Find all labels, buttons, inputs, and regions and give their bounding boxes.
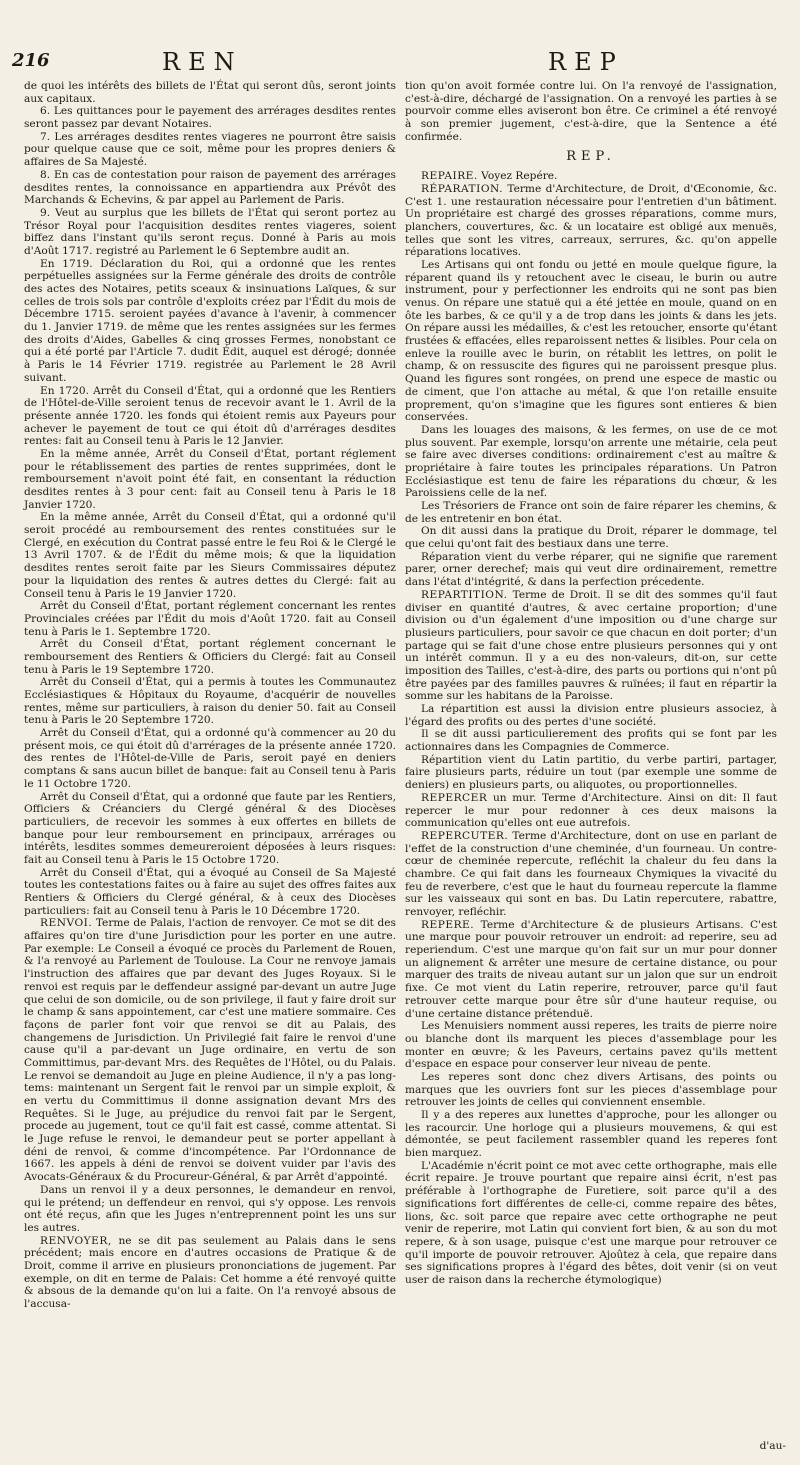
paragraph [24, 727, 396, 790]
entry-term: REPERCUTER. [421, 829, 509, 842]
right-column-entries [405, 170, 777, 1287]
paragraph [24, 207, 396, 258]
paragraph-text: 7. Les arrérages desdites rentes viageres ne pourront être saisis pour quelque cause que ce soit, même pour les propres deniers & affaires de Sa Majesté. [24, 130, 396, 169]
paragraph [405, 754, 777, 792]
paragraph [24, 638, 396, 676]
paragraph [24, 258, 396, 385]
paragraph [405, 525, 777, 550]
entry-term: REPERCER [421, 791, 488, 804]
paragraph [24, 917, 396, 1183]
paragraph [405, 183, 777, 259]
entry-term: REPAIRE. [421, 170, 478, 183]
catchword: d'au- [759, 1440, 786, 1452]
page-number: 216 [12, 50, 50, 71]
paragraph [405, 1160, 777, 1287]
paragraph-text: Il se dit aussi particulierement des profits qui se font par les actionnaires dans les Compagnies de Commerce. [405, 728, 777, 754]
paragraph-text: Les Menuisiers nomment aussi reperes, les traits de pierre noire ou blanche dont ils marquent les pieces d'assemblage pour les monter en œuvre; & les Paveurs, certains pavez qu'ils mettent d'espace en espace pour conserver leur niveau de pente. [405, 1020, 777, 1071]
paragraph-text: Terme de Droit. Il se dit des sommes qu'il faut diviser en quantité d'autres, & avec certaine proportion; d'une division ou d'un également d'une imposition ou d'une charge sur plusieurs particuliers, pour savoir ce que chacun en doit porter; d'un partage qui se fait d'une chose entre plusieurs personnes qui y ont un intérêt commun. Il y a eu des non-valeurs, dit-on, sur cette imposition des Tailles, c'est-à-dire, des parts ou portions qui n'ont pû être payées par des familles pauvres & ruïnées; il faut en répartir la somme sur les habitans de la Paroisse. [405, 588, 777, 703]
paragraph [405, 1071, 777, 1109]
paragraph-text: Réparation vient du verbe réparer, qui ne signifie que rarement parer, orner derechef; mais qui veut dire ordinairement, remettre dans l'état d'intégrité, & dans la perfection précedente. [405, 550, 777, 589]
left-running-head: REN [162, 48, 243, 76]
paragraph-text: tion qu'on avoit formée contre lui. On l'a renvoyé de l'assignation, c'est-à-dire, déchargé de l'assignation. On a renvoyé les parties à se pourvoir comme elles aviseront bon être. Ce criminel a été renvoyé à son premier jugement, c'est-à-dire, que la Sentence a été confirmée. [405, 80, 777, 143]
paragraph-text: 9. Veut au surplus que les billets de l'État qui seront portez au Trésor Royal pour l'acquisition desdites rentes viageres, soient biffez dans l'instant qu'ils seront reçus. Donné à Paris au mois d'Août 1717. registré au Parlement le 6 Septembre audit an. [24, 206, 396, 257]
paragraph-text: Il y a des reperes aux lunettes d'approche, pour les allonger ou les racourcir. Une horloge qui a plusieurs mouvemens, & qui est démontée, se peut facilement rassembler quand les reperes font bien marquez. [405, 1109, 777, 1160]
entry-term: RENVOYER, [40, 1234, 112, 1247]
paragraph-text: Les Artisans qui ont fondu ou jetté en moule quelque figure, la réparent quand ils y retouchent avec le ciseau, le burin ou autre instrument, pour y perfectionner les endroits qui ne sont pas bien venus. On répare une statuë qui a été jettée en moule, quand on en ôte les barbes, & ce qu'il y a de trop dans les joints & dans les jets. On répare aussi les médailles, & c'est les retoucher, ensorte qu'étant frustées & effacées, elles reparoissent nettes & lisibles. Pour cela on enleve la rouille avec le burin, on rétablit les lettres, on polit le champ, & on ressuscite des figures qui ne paroissent presque plus. Quand les figures sont rongées, on prend une espece de mastic ou de ciment, que l'on attache au métal, & que l'on retaille ensuite proprement, qu'on s'imagine que les figures sont entieres & bien conservées. [405, 258, 777, 424]
paragraph-text: Arrêt du Conseil d'État, qui a évoqué au Conseil de Sa Majesté toutes les contestations faites ou à faire au sujet des offres faites aux Rentiers & Officiers du Clergé général, & à ceux des Diocèses particuliers: fait au Conseil tenu à Paris le 10 Décembre 1720. [24, 866, 397, 917]
paragraph-text: Arrêt du Conseil d'État, qui a ordonné qu'à commencer au 20 du présent mois, ce qui étoit dû d'arrérages de la présente année 1720. des rentes de l'Hôtel-de-Ville de Paris, seroit payé en deniers comptans & sans aucun billet de banque: fait au Conseil tenu à Paris le 11 Octobre 1720. [24, 727, 396, 790]
paragraph-text: En la même année, Arrêt du Conseil d'État, portant réglement pour le rétablissement des parties de rentes supprimées, dont le remboursement n'avoit point été fait, en consentant la réduction desdites rentes à 3 pour cent: fait au Conseil tenu à Paris le 18 Janvier 1720. [24, 447, 396, 511]
paragraph [405, 259, 777, 424]
paragraph-text: 6. Les quittances pour le payement des arrérages desdites rentes seront passez par devant Notaires. [24, 105, 396, 131]
paragraph [24, 1184, 396, 1235]
paragraph-text: Terme de Palais, l'action de renvoyer. Ce mot se dit des affaires qu'on tire d'une Jurisdiction pour les porter en une autre. Par exemple: Le Conseil a évoqué ce procès du Parlement de Rouen, & l'a renvoyé au Parlement de Toulouse. La Cour ne renvoye jamais l'instruction des affaires que par devant des Juges Royaux. Si le renvoi est requis par le deffendeur assigné par-devant un autre Juge que celui de son domicile, ou de son privilege, il faut y faire droit sur le champ & sans appointement, car c'est une matiere sommaire. Ces façons de parler font voir que renvoi se dit au Palais, des changemens de Jurisdiction. Un Privilegié fait faire le renvoi d'une cause qu'il a par-devant un Juge ordinaire, en vertu de son Committimus, par-devant Mrs. des Requêtes de l'Hôtel, ou du Palais. Le renvoi se demandoit au Juge en pleine Audience, il n'y a pas long-tems: maintenant un Sergent fait le renvoi par un simple exploit, & en vertu du Committimus il donne assignation devant Mrs des Requêtes. Si le Juge, au préjudice du renvoi fait par le Sergent, procede au jugement, tout ce qu'il fait est cassé, comme attentat. Si le Juge refuse le renvoi, le demandeur peut se porter appellant à déni de renvoi, & comme d'incompétence. Par l'Ordonnance de 1667. les appels à déni de renvoi se doivent vuider par l'avis des Avocats-Généraux & du Procureur-Général, & par Arrêt d'appointé. [24, 917, 396, 1184]
paragraph [405, 830, 777, 919]
left-column [24, 80, 396, 1311]
paragraph-text: 8. En cas de contestation pour raison de payement des arrérages desdites rentes, la connoissance en appartiendra aux Prévôt des Marchands & Echevins, & par appel au Parlement de Paris. [24, 168, 396, 207]
entry-term: RÉPARATION. [421, 182, 503, 195]
paragraph-text: Dans un renvoi il y a deux personnes, le demandeur en renvoi, qui le prétend; un deffendeur en renvoi, qui s'y oppose. Les renvois ont été reçus, afin que les Juges n'entreprennent point les uns sur les autres. [24, 1183, 396, 1234]
paragraph [405, 80, 777, 143]
right-running-head: REP [548, 48, 624, 76]
paragraph-text: Terme d'Architecture, de Droit, d'Œconomie, &c. C'est 1. une restauration nécessaire pour l'entretien d'un bâtiment. Un propriétaire est chargé des grosses réparations, comme murs, planchers, couvertures, &c. & un locataire est obligé aux menuës, telles que sont les vitres, carreaux, serrures, &c. qu'on appelle réparations locatives. [405, 182, 777, 259]
paragraph-text: Arrêt du Conseil d'État, portant réglement concernant les rentes Provinciales créées par l'Édit du mois d'Août 1720. fait au Conseil tenu à Paris le 1. Septembre 1720. [24, 600, 396, 638]
right-column-continuation [405, 80, 777, 143]
paragraph-text: ne se dit pas seulement au Palais dans le sens précédent; mais encore en d'autres occasions de Pratique & de Droit, comme il arrive en plusieurs prononciations de jugement. Par exemple, on dit en terme de Palais: Cet homme a été renvoyé quitte & absous de la demande qu'on lui a faite. On l'a renvoyé absous de l'accusa- [24, 1234, 396, 1310]
paragraph [405, 551, 777, 589]
paragraph-text: Voyez Repére. [481, 170, 558, 183]
paragraph [24, 600, 396, 638]
paragraph-text: un mur. Terme d'Architecture. Ainsi on dit: Il faut repercer le mur pour redonner à ces deux maisons la communication qu'elles ont eue autrefois. [405, 791, 777, 830]
entry-term: REPERE. [421, 918, 475, 931]
right-column [405, 80, 777, 1287]
paragraph [24, 791, 396, 867]
paragraph [24, 169, 396, 207]
paragraph [405, 589, 777, 703]
entry-term: RENVOI. [40, 917, 93, 930]
paragraph [405, 1020, 777, 1071]
paragraph-text: La répartition est aussi la division entre plusieurs associez, à l'égard des profits ou des pertes d'une société. [405, 703, 777, 728]
paragraph-text: Les Trésoriers de France ont soin de faire réparer les chemins, & de les entretenir en bon état. [405, 500, 777, 525]
paragraph [405, 424, 777, 500]
paragraph [405, 792, 777, 830]
entry-term: REPARTITION. [421, 588, 508, 601]
paragraph-text: Dans les louages des maisons, & les fermes, on use de ce mot plus souvent. Par exemple, lorsqu'on arrente une métairie, cela peut se faire avec diverses conditions: ordinairement c'est au maître & propriétaire à faire toutes les principales réparations. Un Patron Ecclésiastique est tenu de faire les réparations du chœur, & les Paroissiens celle de la nef. [405, 423, 777, 500]
section-heading: REP. [566, 149, 616, 165]
paragraph-text: Arrêt du Conseil d'État, qui a permis à toutes les Communautez Ecclésiastiques & Hôpitaux du Royaume, d'acquérir de nouvelles rentes, même sur particuliers, à raison du denier 50. fait au Conseil tenu à Paris le 20 Septembre 1720. [24, 676, 396, 727]
paragraph-text: Terme d'Architecture & de plusieurs Artisans. C'est une marque pour pouvoir retrouver un endroit: ad reperire, seu ad reperiendum. C'est une marque qu'on fait sur un mur pour donner un alignement & arrêter une mesure de certaine distance, ou pour marquer des traits de niveau autant sur un jalon que sur un endroit fixe. Ce mot vient du Latin reperire, retrouver, parce qu'il faut retrouver cette marque pour être sûr d'une hauteur requise, ou d'une certaine distance prétenduë. [405, 918, 777, 1020]
paragraph [405, 728, 777, 753]
paragraph-text: de quoi les intérêts des billets de l'État qui seront dûs, seront joints aux capitaux. [24, 80, 396, 105]
paragraph-text: Terme d'Architecture, dont on use en parlant de l'effet de la construction d'une cheminée, d'un fourneau. Un contre-cœur de cheminée repercute, refléchit la chaleur du feu dans la chambre. Ce qui fait dans les fourneaux Chymiques la vivacité du feu de reverbere, c'est que le haut du fourneau repercute la flamme sur les vaisseaux qui sont en bas. Du Latin repercutere, rabattre, renvoyer, refléchir. [405, 829, 777, 918]
paragraph [24, 448, 396, 511]
paragraph [24, 1235, 396, 1311]
paragraph-text: Arrêt du Conseil d'État, portant réglement concernant le remboursement des Rentiers & Officiers du Clergé: fait au Conseil tenu à Paris le 19 Septembre 1720. [24, 638, 396, 676]
paragraph-text: Répartition vient du Latin partitio, du verbe partiri, partager, faire plusieurs parts, réduire un tout (par exemple une somme de deniers) en plusieurs parts, ou aliquotes, ou proportionnelles. [405, 753, 777, 792]
page-header [0, 44, 800, 84]
paragraph-text: En la même année, Arrêt du Conseil d'État, qui a ordonné qu'il seroit procédé au remboursement des rentes constituées sur le Clergé, en exécution du Contrat passé entre le feu Roi & le Clergé le 13 Avril 1707. & de l'Édit du même mois; & que la liquidation desdites rentes seroit faite par les Sieurs Commissaires députez pour la liquidation des rentes & autres dettes du Clergé: fait au Conseil tenu à Paris le 19 Janvier 1720. [24, 511, 396, 600]
paragraph [24, 385, 396, 448]
paragraph-text: Les reperes sont donc chez divers Artisans, des points ou marques que les ouvriers font sur les pieces d'assemblage pour retrouver les joints de celles qui conviennent ensemble. [405, 1070, 777, 1109]
paragraph-text: En 1720. Arrêt du Conseil d'État, qui a ordonné que les Rentiers de l'Hôtel-de-Ville seroient tenus de recevoir avant le 1. Avril de la présente année 1720. les fonds qui étoient remis aux Payeurs pour achever le payement de tout ce qui étoit dû d'arrérages desdites rentes: fait au Conseil tenu à Paris le 12 Janvier. [24, 384, 396, 448]
paragraph [24, 131, 396, 169]
paragraph-text: L'Académie n'écrit point ce mot avec cette orthographe, mais elle écrit repaire. Je trouve pourtant que repaire ainsi écrit, n'est pas préférable à l'orthographe de Furetiere, soit parce qu'il a des significations fort différentes de celle-ci, comme repaire des bêtes, lions, &c. soit parce que repaire avec cette orthographe ne peut venir de reperire, mot Latin qui convient fort bien, & au son du mot repere, & à son usage, puisque c'est une marque pour retrouver ce qu'il importe de pouvoir retrouver. Ajoûtez à cela, que repaire dans ses significations propres à l'égard des bêtes, doit venir (si on veut user de raison dans la recherche étymologique) [405, 1159, 777, 1286]
paragraph [24, 867, 396, 918]
paragraph-text: En 1719. Déclaration du Roi, qui a ordonné que les rentes perpétuelles assignées sur la Ferme générale des droits de contrôle des actes des Notaires, petits sceaux & insinuations Laïques, & sur celles de trois sols par contrôle d'exploits créez par l'Édit du mois de Décembre 1715. seroient payées d'avance à l'avenir, à commencer du 1. Janvier 1719. de même que les rentes assignées sur les fermes des droits d'Aides, Gabelles & cinq grosses Fermes, nonobstant ce qui a été porté par l'Article 7. dudit Édit, auquel est dérogé; donnée à Paris le 14 Février 1719. registrée au Parlement le 28 Avril suivant. [24, 257, 396, 384]
paragraph [405, 1109, 777, 1160]
paragraph [24, 676, 396, 727]
paragraph [405, 170, 777, 183]
paragraph [405, 703, 777, 728]
paragraph [24, 80, 396, 105]
paragraph [405, 919, 777, 1021]
paragraph [24, 105, 396, 130]
paragraph [24, 511, 396, 600]
paragraph [405, 500, 777, 525]
paragraph-text: Arrêt du Conseil d'État, qui a ordonné que faute par les Rentiers, Officiers & Créanciers du Clergé général & des Diocèses particuliers, de recevoir les sommes à eux offertes en billets de banque pour leur remboursement en principaux, arrérages ou intérêts, lesdites sommes demeureroient déposées à leurs risques: fait au Conseil tenu à Paris le 15 Octobre 1720. [24, 790, 396, 866]
paragraph-text: On dit aussi dans la pratique du Droit, réparer le dommage, tel que celui qu'ont fait des bestiaux dans une terre. [405, 525, 777, 551]
